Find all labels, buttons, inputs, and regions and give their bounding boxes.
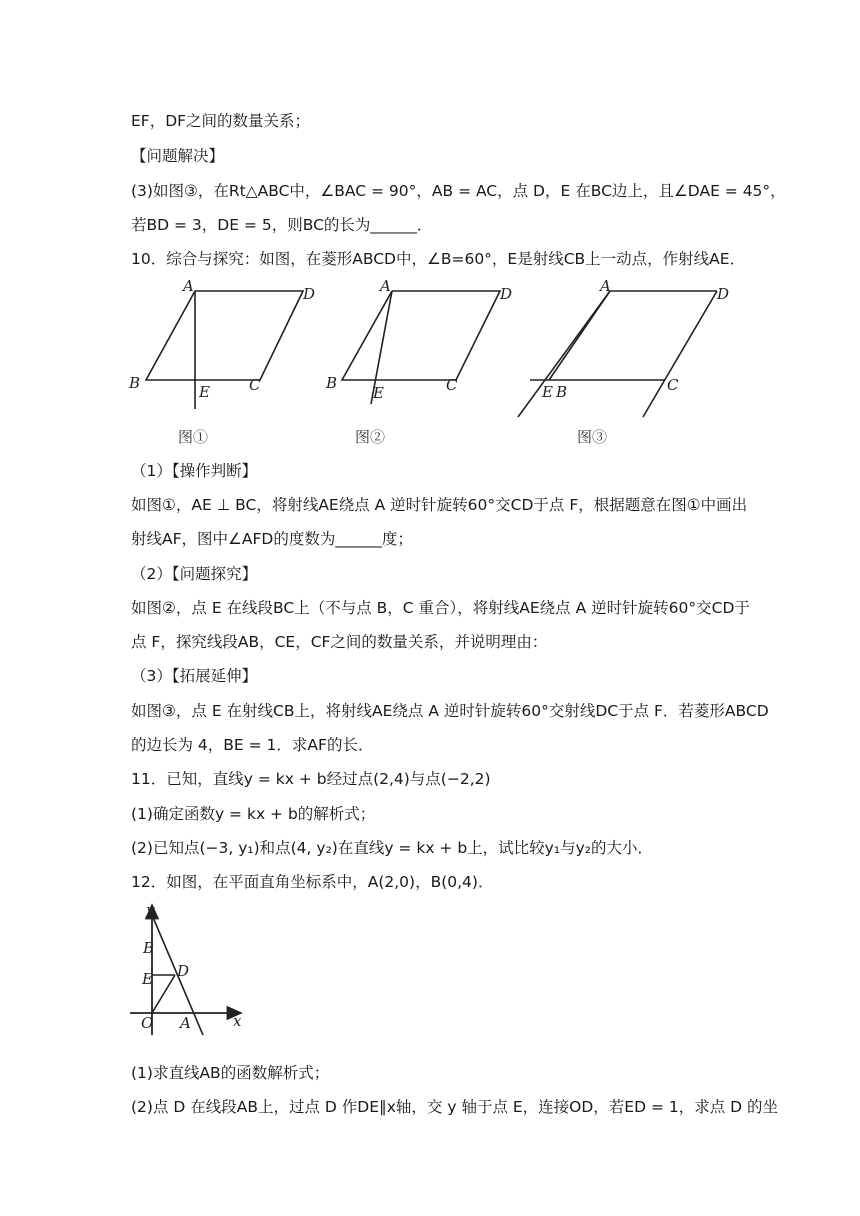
label-C: C xyxy=(667,376,679,394)
line-20: (2)点 D 在线段AB上，过点 D 作DE∥x轴，交 y 轴于点 E，连接OD，若ED = 1，求点 D 的坐 xyxy=(131,1098,779,1116)
label-B: B xyxy=(556,383,568,401)
label-D: D xyxy=(303,285,315,303)
label-D: D xyxy=(717,285,730,303)
line-13: 如图③，点 E 在射线CB上，将射线AE绕点 A 逆时针旋转60°交射线DC于点 F．若菱形ABCD xyxy=(131,702,769,720)
label-O: O xyxy=(141,1014,154,1032)
sub-heading-1: （1）【操作判断】 xyxy=(131,462,258,480)
figure-3-caption: 图③ xyxy=(577,428,608,446)
label-x: x xyxy=(233,1012,242,1030)
figure-2-caption: 图② xyxy=(355,428,386,446)
line-3: (3)如图③，在Rt△ABC中，∠BAC = 90°，AB = AC，点 D，E 在BC边上，且∠DAE = 45°， xyxy=(131,182,786,200)
line-16: (1)确定函数y = kx + b的解析式； xyxy=(131,805,376,823)
line-14: 的边长为 4，BE = 1．求AF的长． xyxy=(131,736,374,754)
line-19: (1)求直线AB的函数解析式； xyxy=(131,1064,330,1082)
label-E: E xyxy=(199,383,210,401)
label-y: y xyxy=(146,901,155,919)
section-heading-problem-solving: 【问题解决】 xyxy=(131,147,225,165)
label-A: A xyxy=(183,277,194,295)
line-8: 射线AF，图中∠AFD的度数为______度； xyxy=(131,530,413,548)
label-D: D xyxy=(177,962,190,980)
line-10: 如图②，点 E 在线段BC上（不与点 B，C 重合），将射线AE绕点 A 逆时针旋转60°交CD于 xyxy=(131,599,750,617)
label-A: A xyxy=(380,277,391,295)
line-17: (2)已知点(−3, y₁)和点(4, y₂)在直线y = kx + b上，试比较y₁与y₂的大小． xyxy=(131,839,653,857)
label-B: B xyxy=(326,374,338,392)
label-E: E xyxy=(542,383,553,401)
figure-3 xyxy=(510,277,740,422)
sub-heading-3: （3）【拓展延伸】 xyxy=(131,667,258,685)
label-C: C xyxy=(249,376,261,394)
line-1: EF，DF之间的数量关系； xyxy=(131,112,311,130)
label-B: B xyxy=(143,939,155,957)
question-11-stem: 11．已知，直线y = kx + b经过点(2,4)与点(−2,2) xyxy=(131,770,491,788)
line-7: 如图①，AE ⊥ BC，将射线AE绕点 A 逆时针旋转60°交CD于点 F，根据题意在图①中画出 xyxy=(131,496,748,514)
label-B: B xyxy=(129,374,141,392)
coordinate-figure xyxy=(125,895,260,1040)
label-D: D xyxy=(500,285,513,303)
sub-heading-2: （2）【问题探究】 xyxy=(131,565,258,583)
label-A: A xyxy=(180,1014,191,1032)
line-11: 点 F，探究线段AB，CE，CF之间的数量关系，并说明理由： xyxy=(131,633,548,651)
figure-2 xyxy=(322,277,517,417)
figure-1 xyxy=(125,277,315,417)
label-E: E xyxy=(142,970,153,988)
question-10-stem: 10．综合与探究：如图，在菱形ABCD中，∠B=60°，E是射线CB上一动点，作射线AE． xyxy=(131,250,746,268)
line-4: 若BD = 3，DE = 5，则BC的长为______． xyxy=(131,216,433,234)
figure-1-caption: 图① xyxy=(178,428,209,446)
label-A: A xyxy=(600,277,611,295)
label-C: C xyxy=(446,376,458,394)
label-E: E xyxy=(373,384,384,402)
question-12-stem: 12．如图，在平面直角坐标系中，A(2,0)，B(0,4)． xyxy=(131,873,494,891)
